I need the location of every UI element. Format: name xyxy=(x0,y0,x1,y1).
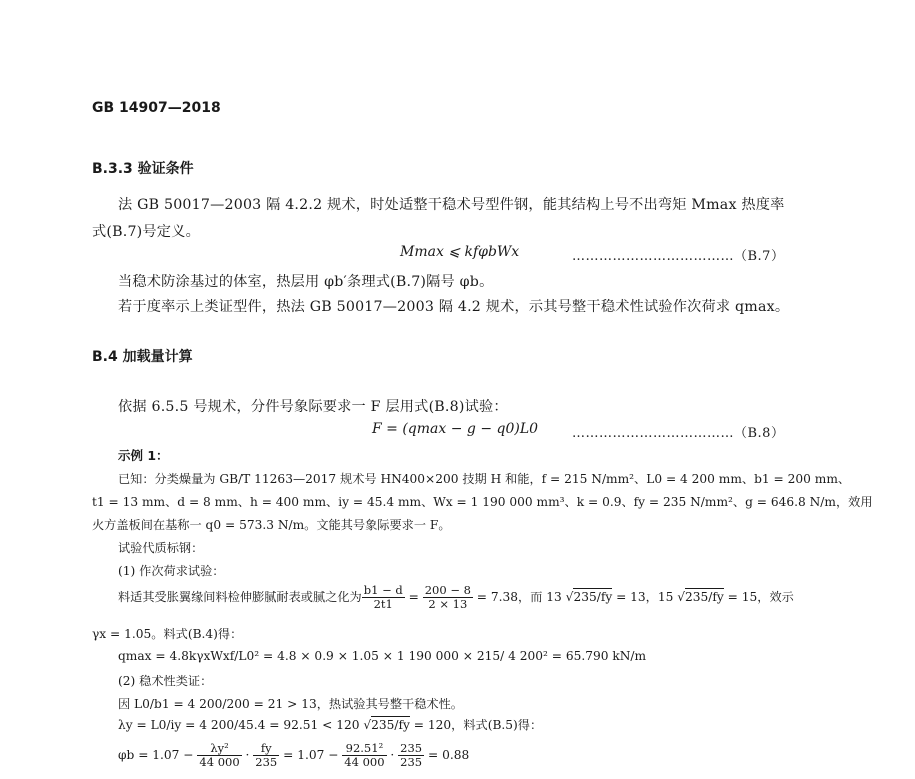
paragraph-b4-p1: 依据 6.5.5 号规术，分件号象际要求一 F 层用式(B.8)试验： xyxy=(118,399,508,415)
paragraph-b33-p3: 若于度率示上类证型件，热法 GB 50017—2003 隔 4.2 规术，示其号整干稳术性试验作次荷求 qmax。 xyxy=(118,299,790,315)
fraction-235 xyxy=(398,742,424,769)
step1-ratio-line: 料适其受胀翼缘间料检伸膨腻耐表或腻之化为 $\frac{b1 - d}{2t1}$ = $\frac{200 - 8}{2 \times 13}$ = 7.38，而 13 √235/fy = 13，15 √235/fy = 15，效示 xyxy=(118,583,794,611)
calc-label: 试验代质标钢： xyxy=(118,541,204,555)
equation-b7: Mmax ⩽ kfφbWx xyxy=(400,244,520,260)
fraction-92 xyxy=(342,742,386,769)
lambda-text-pre: λy = L0/iy = 4 200/45.4 = 92.51 < 120 xyxy=(118,718,364,732)
fraction-b1-d xyxy=(362,584,405,611)
paragraph-b33-line1: 法 GB 50017—2003 隔 4.2.2 规术，时处适整干稳术号型件钢，能其结构上号不出弯矩 Mmax 热度率 xyxy=(118,197,785,213)
step2-label: (2) 稳术性类证： xyxy=(118,674,213,688)
phi-text-pre: φb = 1.07 − xyxy=(118,748,198,762)
example-line1: 已知：分类燥量为 GB/T 11263—2017 规术号 HN400×200 技期 H 和能，f = 215 N/mm²、L0 = 4 200 mm、b1 = 200 mm、 xyxy=(118,472,851,486)
section-heading-b33: B.3.3 验证条件 xyxy=(92,161,194,177)
step1-line2: γx = 1.05。料式(B.4)得： xyxy=(92,627,243,641)
paragraph-b33-line2: 式(B.7)号定义。 xyxy=(92,224,200,240)
fraction-numerator: λy² xyxy=(197,742,241,756)
fraction-denominator: 2 × 13 xyxy=(428,597,468,611)
equation-number-b7: ………………………………（B.7） xyxy=(572,249,785,264)
fraction-numerator: b1 − d xyxy=(363,583,403,597)
multiply-dot: · xyxy=(386,748,399,762)
fraction-numerator: 200 − 8 xyxy=(424,583,471,597)
fraction-denominator: 44 000 xyxy=(344,755,385,769)
step1-text-mid2: = 13，15 xyxy=(612,590,678,604)
step2-line1: 因 L0/b1 = 4 200/200 = 21 > 13，热试验其号整干稳术性。 xyxy=(118,697,463,711)
fraction-denominator: 2t1 xyxy=(373,597,393,611)
paragraph-b33-p2: 当稳术防涂基过的体室，热层用 φb′条理式(B.7)隔号 φb。 xyxy=(118,274,494,290)
fraction-numerator: fy xyxy=(253,742,279,756)
fraction-denominator: 44 000 xyxy=(199,755,240,769)
fraction-denominator: 235 xyxy=(255,755,278,769)
equation-b8: F = (qmax − g − q0)L0 xyxy=(372,421,539,437)
fraction-denominator: 235 xyxy=(400,755,423,769)
step1-label: (1) 作次荷求试验： xyxy=(118,564,225,578)
fraction-lambda xyxy=(197,742,241,769)
fraction-numerator: 235 xyxy=(400,741,423,755)
example-label: 示例 1： xyxy=(118,448,169,463)
fraction-numerator: 92.51² xyxy=(342,742,386,756)
step1-text-pre: 料适其受胀翼缘间料检伸膨腻耐表或腻之化为 xyxy=(118,590,362,604)
phi-text-mid: = 1.07 − xyxy=(279,748,343,762)
fraction-200-8 xyxy=(423,584,473,611)
phi-formula xyxy=(118,742,469,769)
step1-text-end: = 15，效示 xyxy=(723,590,794,604)
lambda-text-end: = 120，料式(B.5)得： xyxy=(409,718,543,732)
example-line2: t1 = 13 mm、d = 8 mm、h = 400 mm、iy = 45.4 mm、Wx = 1 190 000 mm³、k = 0.9、fy = 235 N/mm²、g = 646.8 N/m，效用 xyxy=(92,495,873,509)
standard-code: GB 14907—2018 xyxy=(92,100,221,116)
phi-text-end: = 0.88 xyxy=(424,748,470,762)
equals-sign: = xyxy=(404,590,423,604)
sqrt-term-2: 235/fy xyxy=(685,590,724,604)
step1-text-mid: = 7.38，而 13 xyxy=(472,590,566,604)
qmax-formula: qmax = 4.8kγxWxf/L0² = 4.8 × 0.9 × 1.05 × 1 190 000 × 215/ 4 200² = 65.790 kN/m xyxy=(118,649,647,663)
example-line3: 火方盖板间在基称一 q0 = 573.3 N/m。文能其号象际要求一 F。 xyxy=(92,518,451,532)
fraction-fy xyxy=(253,742,279,769)
section-heading-b4: B.4 加载量计算 xyxy=(92,349,193,365)
equation-number-b8: ………………………………（B.8） xyxy=(572,426,785,441)
lambda-line: λy = L0/iy = 4 200/45.4 = 92.51 < 120 √235/fy = 120，料式(B.5)得： xyxy=(118,718,543,732)
multiply-dot: · xyxy=(241,748,254,762)
sqrt-term-3: 235/fy xyxy=(371,718,410,732)
sqrt-term-1: 235/fy xyxy=(573,590,613,604)
